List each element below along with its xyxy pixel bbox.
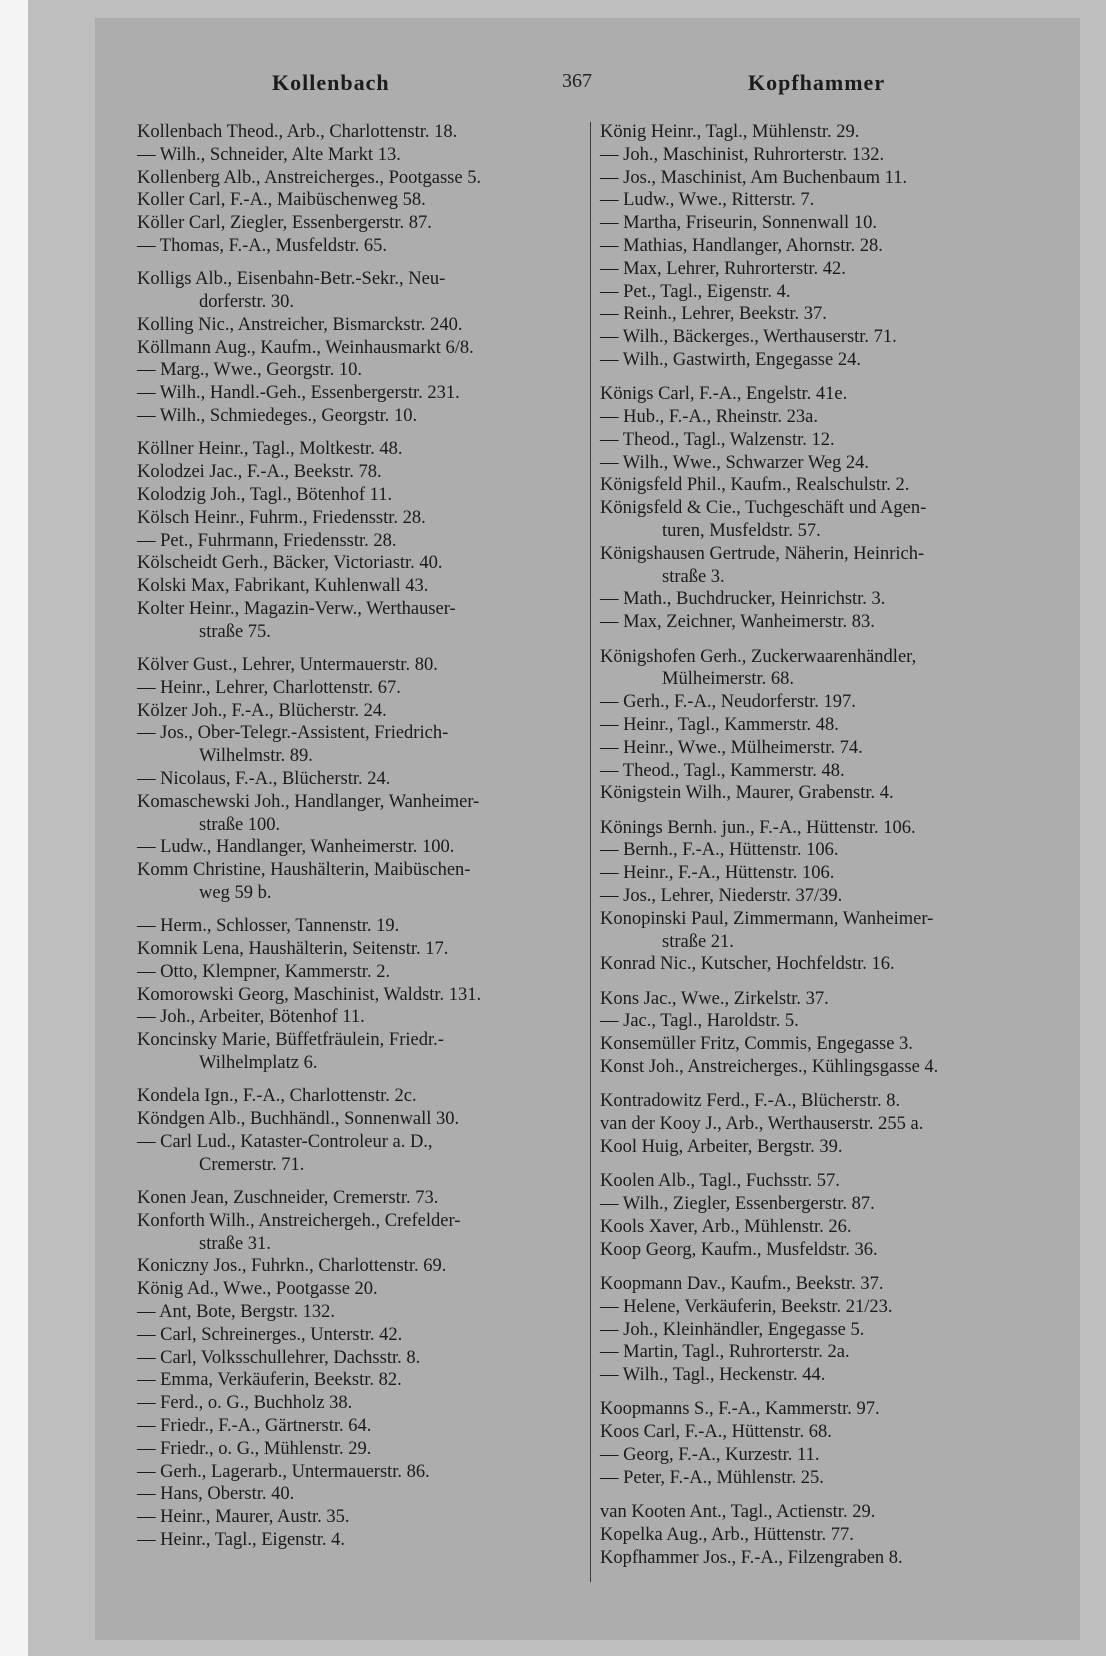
entry-continuation: turen, Musfeldstr. 57. (662, 521, 821, 542)
directory-entry (137, 1529, 582, 1552)
entry-group (600, 817, 1045, 977)
directory-entry (600, 452, 1045, 475)
entry-text: Köllmann Aug., Kaufm., Weinhausmarkt 6/8. (137, 337, 474, 358)
entry-group (137, 268, 582, 428)
directory-entry (137, 212, 582, 235)
entry-text: Kolski Max, Fabrikant, Kuhlenwall 43. (137, 576, 429, 597)
directory-entry (600, 1421, 1045, 1444)
entry-text: Kölscheidt Gerh., Bäcker, Victoriastr. 40. (137, 553, 443, 574)
entry-text: — Carl, Volksschullehrer, Dachsstr. 8. (137, 1347, 421, 1368)
entry-group (137, 438, 582, 643)
directory-entry (600, 1113, 1045, 1136)
entry-continuation: Wilhelmstr. 89. (199, 746, 313, 767)
directory-entry (600, 1033, 1045, 1056)
entry-group (600, 383, 1045, 634)
entry-text: — Herm., Schlosser, Tannenstr. 19. (137, 916, 400, 937)
directory-entry (137, 1006, 582, 1029)
entry-text: Köller Carl, Ziegler, Essenbergerstr. 87. (137, 213, 432, 234)
entry-text: Kopelka Aug., Arb., Hüttenstr. 77. (600, 1524, 854, 1545)
entry-text: — Emma, Verkäuferin, Beekstr. 82. (137, 1370, 402, 1391)
entry-continuation: straße 3. (662, 566, 725, 587)
directory-entry (600, 1501, 1045, 1524)
directory-entry (137, 189, 582, 212)
directory-entry (137, 268, 582, 314)
directory-entry (600, 189, 1045, 212)
directory-entry (137, 654, 582, 677)
directory-entry (600, 383, 1045, 406)
directory-entry (137, 1301, 582, 1324)
entry-continuation: Wilhelmplatz 6. (199, 1053, 318, 1074)
entry-text: — Heinr., F.-A., Hüttenstr. 106. (600, 863, 835, 884)
directory-entry (137, 1347, 582, 1370)
directory-entry (137, 507, 582, 530)
entry-text: — Heinr., Tagl., Eigenstr. 4. (137, 1530, 346, 1551)
directory-entry (137, 1506, 582, 1529)
directory-entry (600, 406, 1045, 429)
directory-entry (600, 839, 1045, 862)
directory-entry (600, 1398, 1045, 1421)
directory-entry (600, 497, 1045, 543)
directory-entry (137, 484, 582, 507)
entry-text: Kolling Nic., Anstreicher, Bismarckstr. 240. (137, 314, 463, 335)
directory-entry (600, 1467, 1045, 1490)
entry-group (600, 1398, 1045, 1489)
directory-entry (600, 1273, 1045, 1296)
entry-text: Kölver Gust., Lehrer, Untermauerstr. 80. (137, 655, 438, 676)
directory-entry (600, 349, 1045, 372)
entry-text: Koopmanns S., F.-A., Kammerstr. 97. (600, 1399, 880, 1420)
entry-group (600, 1090, 1045, 1158)
directory-entry (137, 1255, 582, 1278)
directory-entry (137, 984, 582, 1007)
entry-text: Komnik Lena, Haushälterin, Seitenstr. 17. (137, 939, 449, 960)
directory-entry (600, 1547, 1045, 1570)
directory-entry (600, 1170, 1045, 1193)
directory-entry (137, 167, 582, 190)
directory-entry (600, 1341, 1045, 1364)
entry-text: — Carl Lud., Kataster-Controleur a. D., (137, 1131, 433, 1152)
directory-entry (600, 167, 1045, 190)
entry-text: Koop Georg, Kaufm., Musfeldstr. 36. (600, 1239, 878, 1260)
entry-text: — Jos., Ober-Telegr.-Assistent, Friedrich- (137, 723, 449, 744)
entry-text: Koos Carl, F.-A., Hüttenstr. 68. (600, 1422, 832, 1443)
entry-text: — Max, Lehrer, Ruhrorterstr. 42. (600, 258, 846, 279)
directory-entry (600, 953, 1045, 976)
entry-text: — Wilh., Gastwirth, Engegasse 24. (600, 349, 861, 370)
directory-entry (137, 961, 582, 984)
directory-entry (137, 598, 582, 644)
entry-group (600, 121, 1045, 372)
directory-entry (600, 588, 1045, 611)
entry-text: König Heinr., Tagl., Mühlenstr. 29. (600, 122, 860, 142)
entry-text: Königsfeld & Cie., Tuchgeschäft und Agen- (600, 498, 927, 519)
directory-entry (600, 543, 1045, 589)
entry-continuation: straße 100. (199, 814, 281, 835)
directory-entry (600, 1136, 1045, 1159)
entry-text: — Wilh., Schneider, Alte Markt 13. (137, 144, 401, 165)
directory-entry (600, 737, 1045, 760)
directory-entry (600, 862, 1045, 885)
directory-entry (600, 1010, 1045, 1033)
entry-text: — Jos., Maschinist, Am Buchenbaum 11. (600, 167, 908, 188)
entry-group (600, 1501, 1045, 1569)
entry-text: Kolligs Alb., Eisenbahn-Betr.-Sekr., Neu- (137, 269, 446, 290)
entry-text: — Ludw., Wwe., Ritterstr. 7. (600, 190, 815, 211)
entry-continuation: Mülheimerstr. 68. (662, 669, 795, 690)
entry-text: — Otto, Klempner, Kammerstr. 2. (137, 961, 391, 982)
entry-continuation: Cremerstr. 71. (199, 1154, 305, 1175)
entry-text: — Ant, Bote, Bergstr. 132. (137, 1302, 336, 1323)
entry-continuation: dorferstr. 30. (199, 292, 295, 313)
entry-text: Kons Jac., Wwe., Zirkelstr. 37. (600, 988, 829, 1009)
directory-entry (600, 714, 1045, 737)
entry-text: Konst Joh., Anstreicherges., Kühlingsgasse 4. (600, 1057, 939, 1078)
directory-entry (600, 885, 1045, 908)
entry-text: — Reinh., Lehrer, Beekstr. 37. (600, 304, 827, 325)
entry-text: — Jos., Lehrer, Niederstr. 37/39. (600, 886, 843, 906)
entry-group (600, 1273, 1045, 1387)
directory-entry (137, 144, 582, 167)
directory-entry (600, 611, 1045, 634)
entry-text: Konforth Wilh., Anstreichergeh., Crefelder- (137, 1210, 461, 1231)
directory-entry (600, 1056, 1045, 1079)
entry-text: — Wilh., Wwe., Schwarzer Weg 24. (600, 452, 870, 473)
entry-continuation: weg 59 b. (199, 883, 272, 903)
directory-entry (600, 429, 1045, 452)
directory-entry (137, 1324, 582, 1347)
entry-text: Komorowski Georg, Maschinist, Waldstr. 131. (137, 984, 482, 1005)
directory-entry (137, 235, 582, 258)
entry-text: — Heinr., Maurer, Austr. 35. (137, 1507, 350, 1528)
entry-text: — Jac., Tagl., Haroldstr. 5. (600, 1011, 799, 1032)
directory-entry (600, 908, 1045, 954)
entry-text: — Wilh., Ziegler, Essenbergerstr. 87. (600, 1194, 875, 1215)
directory-entry (137, 1085, 582, 1108)
directory-entry (137, 915, 582, 938)
entry-text: — Heinr., Lehrer, Charlottenstr. 67. (137, 677, 401, 698)
entry-text: — Theod., Tagl., Kammerstr. 48. (600, 760, 845, 781)
directory-entry (600, 1239, 1045, 1262)
entry-text: Königsfeld Phil., Kaufm., Realschulstr. 2. (600, 475, 910, 496)
entry-text: van der Kooy J., Arb., Werthauserstr. 255 a. (600, 1114, 924, 1135)
entry-text: — Joh., Kleinhändler, Engegasse 5. (600, 1319, 865, 1340)
directory-entry (600, 988, 1045, 1011)
entry-text: — Georg, F.-A., Kurzestr. 11. (600, 1445, 820, 1466)
directory-entry (137, 438, 582, 461)
directory-entry (600, 258, 1045, 281)
directory-entry (137, 859, 582, 905)
entry-text: — Pet., Fuhrmann, Friedensstr. 28. (137, 530, 397, 551)
directory-entry (137, 836, 582, 859)
entry-text: — Carl, Schreinerges., Unterstr. 42. (137, 1324, 403, 1345)
directory-entry (137, 768, 582, 791)
entry-text: — Friedr., F.-A., Gärtnerstr. 64. (137, 1416, 372, 1437)
entry-text: — Hub., F.-A., Rheinstr. 23a. (600, 407, 818, 428)
directory-entry (137, 791, 582, 837)
entry-text: van Kooten Ant., Tagl., Actienstr. 29. (600, 1502, 876, 1523)
entry-text: Königs Carl, F.-A., Engelstr. 41e. (600, 384, 848, 405)
entry-text: Konsemüller Fritz, Commis, Engegasse 3. (600, 1034, 913, 1055)
entry-text: Konopinski Paul, Zimmermann, Wanheimer- (600, 908, 934, 929)
directory-entry (600, 1296, 1045, 1319)
entry-text: — Wilh., Schmiedeges., Georgstr. 10. (137, 406, 418, 427)
entry-text: — Theod., Tagl., Walzenstr. 12. (600, 429, 835, 450)
entry-text: — Gerh., F.-A., Neudorferstr. 197. (600, 692, 856, 713)
entry-text: — Joh., Arbeiter, Bötenhof 11. (137, 1007, 365, 1028)
directory-entry (137, 314, 582, 337)
entry-text: Komaschewski Joh., Handlanger, Wanheimer- (137, 791, 480, 812)
directory-entry (137, 1415, 582, 1438)
directory-entry (137, 1438, 582, 1461)
directory-entry (600, 1216, 1045, 1239)
directory-entry (137, 677, 582, 700)
directory-entry (600, 1090, 1045, 1113)
entry-text: Kölsch Heinr., Fuhrm., Friedensstr. 28. (137, 507, 426, 528)
entry-text: — Math., Buchdrucker, Heinrichstr. 3. (600, 589, 886, 610)
directory-entry (137, 1187, 582, 1210)
entry-text: Kolodzei Jac., F.-A., Beekstr. 78. (137, 462, 382, 483)
entry-text: — Heinr., Tagl., Kammerstr. 48. (600, 714, 839, 735)
entry-text: — Wilh., Bäckerges., Werthauserstr. 71. (600, 327, 897, 348)
entry-group (137, 1187, 582, 1552)
entry-text: Konen Jean, Zuschneider, Cremerstr. 73. (137, 1188, 439, 1209)
left-column (137, 121, 582, 1562)
directory-entry (600, 326, 1045, 349)
directory-entry (137, 337, 582, 360)
entry-text: — Marg., Wwe., Georgstr. 10. (137, 360, 363, 381)
left-running-head: Kollenbach (272, 70, 390, 95)
directory-entry (137, 1369, 582, 1392)
directory-entry (600, 1444, 1045, 1467)
directory-entry (600, 281, 1045, 304)
entry-continuation: straße 21. (662, 931, 734, 952)
directory-entry (600, 646, 1045, 692)
directory-entry (600, 760, 1045, 783)
directory-entry (600, 121, 1045, 144)
entry-text: Konrad Nic., Kutscher, Hochfeldstr. 16. (600, 954, 895, 975)
right-running-head: Kopfhammer (748, 70, 886, 95)
entry-group (600, 988, 1045, 1079)
entry-text: — Martin, Tagl., Ruhrorterstr. 2a. (600, 1342, 850, 1363)
entry-text: — Gerh., Lagerarb., Untermauerstr. 86. (137, 1461, 430, 1482)
directory-entry (137, 461, 582, 484)
entry-text: — Ferd., o. G., Buchholz 38. (137, 1393, 353, 1414)
entry-text: Kool Huig, Arbeiter, Bergstr. 39. (600, 1136, 843, 1157)
directory-entry (137, 1108, 582, 1131)
entry-group (137, 654, 582, 905)
directory-entry (137, 530, 582, 553)
right-column (600, 121, 1045, 1581)
entry-continuation: straße 31. (199, 1233, 271, 1254)
entry-text: — Helene, Verkäuferin, Beekstr. 21/23. (600, 1296, 893, 1317)
directory-entry (137, 1029, 582, 1075)
entry-text: Koncinsky Marie, Büffetfräulein, Friedr.- (137, 1030, 444, 1051)
entry-text: — Max, Zeichner, Wanheimerstr. 83. (600, 612, 875, 633)
entry-group (137, 121, 582, 258)
entry-text: — Wilh., Tagl., Heckenstr. 44. (600, 1365, 826, 1386)
directory-entry (137, 1461, 582, 1484)
entry-group (137, 915, 582, 1075)
entry-text: Komm Christine, Haushälterin, Maibüschen- (137, 860, 471, 881)
directory-entry (600, 303, 1045, 326)
entry-text: Könings Bernh. jun., F.-A., Hüttenstr. 106. (600, 817, 916, 838)
directory-entry (137, 1131, 582, 1177)
directory-entry (137, 575, 582, 598)
directory-entry (600, 1524, 1045, 1547)
directory-entry (137, 382, 582, 405)
entry-text: — Nicolaus, F.-A., Blücherstr. 24. (137, 769, 391, 790)
entry-text: — Thomas, F.-A., Musfeldstr. 65. (137, 235, 387, 256)
directory-entry (600, 782, 1045, 805)
entry-text: Kools Xaver, Arb., Mühlenstr. 26. (600, 1216, 852, 1237)
entry-group (137, 1085, 582, 1176)
entry-group (600, 1170, 1045, 1261)
directory-entry (600, 817, 1045, 840)
entry-text: — Joh., Maschinist, Ruhrorterstr. 132. (600, 144, 885, 165)
entry-text: Kolter Heinr., Magazin-Verw., Werthauser- (137, 598, 456, 619)
entry-group (600, 646, 1045, 806)
entry-text: — Bernh., F.-A., Hüttenstr. 106. (600, 840, 839, 861)
entry-text: Kolodzig Joh., Tagl., Bötenhof 11. (137, 484, 393, 505)
entry-text: — Heinr., Wwe., Mülheimerstr. 74. (600, 737, 863, 758)
entry-text: Kondela Ign., F.-A., Charlottenstr. 2c. (137, 1086, 417, 1107)
entry-text: — Friedr., o. G., Mühlenstr. 29. (137, 1438, 372, 1459)
entry-text: Kollenbach Theod., Arb., Charlottenstr. 18. (137, 122, 458, 142)
entry-text: — Peter, F.-A., Mühlenstr. 25. (600, 1467, 824, 1488)
directory-entry (137, 1210, 582, 1256)
directory-entry (600, 212, 1045, 235)
directory-entry (137, 1278, 582, 1301)
directory-entry (600, 474, 1045, 497)
entry-text: Koolen Alb., Tagl., Fuchsstr. 57. (600, 1171, 840, 1192)
entry-text: Königshausen Gertrude, Näherin, Heinrich- (600, 543, 925, 564)
directory-entry (137, 1392, 582, 1415)
entry-text: Kontradowitz Ferd., F.-A., Blücherstr. 8. (600, 1091, 901, 1112)
entry-text: Koller Carl, F.-A., Maibüschenweg 58. (137, 190, 426, 211)
directory-entry (600, 1193, 1045, 1216)
directory-entry (137, 1483, 582, 1506)
directory-entry (600, 691, 1045, 714)
entry-text: — Mathias, Handlanger, Ahornstr. 28. (600, 235, 883, 256)
entry-text: Koopmann Dav., Kaufm., Beekstr. 37. (600, 1273, 884, 1294)
directory-entry (600, 1364, 1045, 1387)
entry-text: Koniczny Jos., Fuhrkn., Charlottenstr. 69. (137, 1256, 447, 1277)
directory-entry (600, 1319, 1045, 1342)
entry-text: Königstein Wilh., Maurer, Grabenstr. 4. (600, 783, 894, 804)
column-divider (590, 122, 591, 1582)
directory-entry (137, 405, 582, 428)
directory-entry (137, 552, 582, 575)
page-number: 367 (562, 70, 592, 92)
entry-text: — Martha, Friseurin, Sonnenwall 10. (600, 213, 877, 234)
entry-text: Kopfhammer Jos., F.-A., Filzengraben 8. (600, 1547, 903, 1568)
directory-entry (137, 722, 582, 768)
entry-text: Köllner Heinr., Tagl., Moltkestr. 48. (137, 439, 403, 460)
directory-entry (137, 359, 582, 382)
directory-entry (137, 121, 582, 144)
directory-entry (137, 700, 582, 723)
entry-text: — Hans, Oberstr. 40. (137, 1484, 295, 1505)
entry-text: — Wilh., Handl.-Geh., Essenbergerstr. 231. (137, 383, 460, 404)
directory-entry (137, 938, 582, 961)
directory-entry (600, 144, 1045, 167)
entry-text: — Ludw., Handlanger, Wanheimerstr. 100. (137, 837, 455, 858)
entry-text: Kollenberg Alb., Anstreicherges., Pootgasse 5. (137, 167, 482, 188)
entry-text: Königshofen Gerh., Zuckerwaarenhändler, (600, 646, 917, 667)
entry-continuation: straße 75. (199, 621, 271, 642)
entry-text: Kölzer Joh., F.-A., Blücherstr. 24. (137, 700, 387, 721)
entry-text: Köndgen Alb., Buchhändl., Sonnenwall 30. (137, 1109, 460, 1130)
entry-text: — Pet., Tagl., Eigenstr. 4. (600, 281, 791, 302)
entry-text: König Ad., Wwe., Pootgasse 20. (137, 1279, 378, 1300)
directory-entry (600, 235, 1045, 258)
